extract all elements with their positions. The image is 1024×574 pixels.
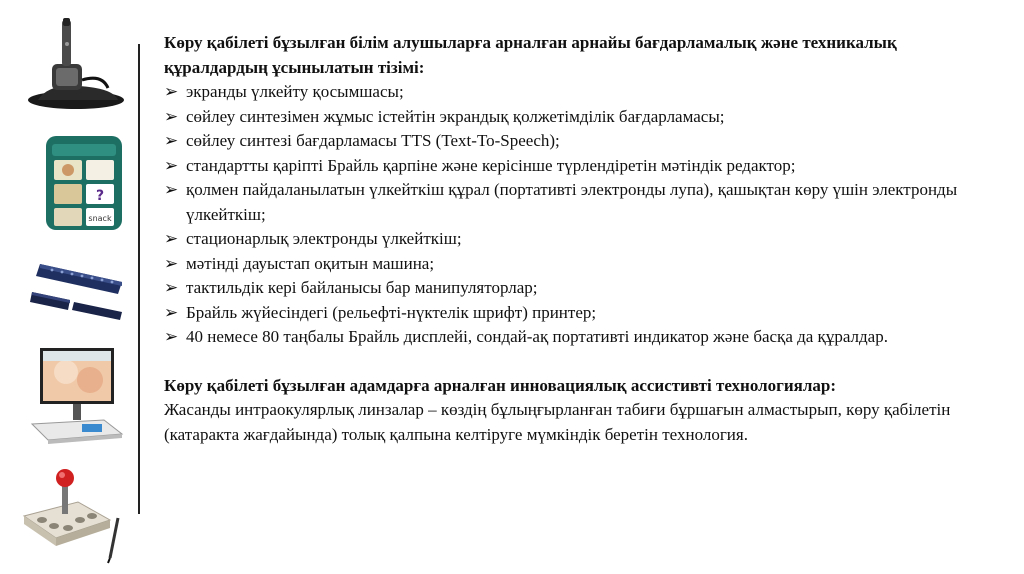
- arrow-bullet-icon: ➢: [164, 82, 179, 101]
- list-item-text: стандартты қаріпті Брайль қарпіне және керісінше түрлендіретін мәтіндік редактор;: [186, 155, 796, 175]
- arrow-bullet-icon: ➢: [164, 302, 179, 322]
- list-item-text: мәтінді дауыстап оқитын машина;: [186, 253, 435, 273]
- list-item: [164, 252, 1004, 277]
- list-item-text: 40 немесе 80 таңбалы Брайль дисплейі, сондай-ақ портативті индикатор және басқа да құралдар.: [186, 327, 888, 346]
- section-spacer: [164, 350, 1004, 374]
- list-item: [164, 227, 1004, 252]
- joystick-manipulator-icon: [18, 462, 130, 566]
- tools-list: [164, 80, 1004, 350]
- arrow-bullet-icon: ➢: [164, 253, 179, 273]
- list-item: [164, 105, 1004, 130]
- list-item: [164, 154, 1004, 179]
- list-item-text: тактильдік кері байланысы бар манипуляторлар;: [186, 278, 538, 297]
- braille-display-icon: [18, 254, 130, 324]
- arrow-bullet-icon: ➢: [164, 106, 179, 126]
- list-item-text: экранды үлкейту қосымшасы;: [186, 82, 404, 101]
- list-item-text: қолмен пайдаланылатын үлкейткіш құрал (портативті электронды лупа), қашықтан көру үшін электронды үлкейткіш;: [186, 180, 958, 224]
- stationary-magnifier-image: [18, 344, 130, 448]
- arrow-bullet-icon: ➢: [164, 278, 179, 297]
- stationary-magnifier-icon: [18, 344, 130, 448]
- arrow-bullet-icon: ➢: [164, 131, 179, 150]
- section1-heading: Көру қабілеті бұзылған білім алушыларға арналған арнайы бағдарламалық және техникалық құралдардың ұсынылатын тізімі:: [164, 33, 897, 77]
- braille-display-image: [18, 254, 130, 324]
- arrow-bullet-icon: ➢: [164, 327, 179, 346]
- list-item: [164, 301, 1004, 326]
- list-item: [164, 129, 1004, 154]
- text-content: [164, 31, 1004, 447]
- list-item: [164, 178, 1004, 227]
- list-item-text: сөйлеу синтезі бағдарламасы TTS (Text-To-Speech);: [186, 131, 560, 150]
- vertical-divider: [138, 44, 140, 514]
- list-item-text: стационарлық электронды үлкейткіш;: [186, 229, 462, 248]
- device-images-column: [18, 14, 130, 564]
- arrow-bullet-icon: ➢: [164, 229, 179, 248]
- communication-board-image: [18, 134, 130, 234]
- list-item-text: Брайль жүйесіндегі (рельефті-нүктелік шрифт) принтер;: [186, 302, 597, 322]
- list-item-text: сөйлеу синтезімен жұмыс істейтін экрандық қолжетімділік бағдарламасы;: [186, 106, 725, 126]
- list-item: [164, 325, 1004, 350]
- svg-text:?: ?: [95, 188, 105, 204]
- section2-paragraph: Жасанды интраокулярлық линзалар – көздің бұлыңғырланған табиғи бұршағын алмастырып, көру қабілетін (катаракта жағдайында) толық қалпына келтіруге мүмкіндік беретін технология.: [164, 400, 951, 444]
- joystick-manipulator-image: [18, 462, 130, 566]
- arrow-bullet-icon: ➢: [164, 155, 179, 175]
- list-item: [164, 276, 1004, 301]
- arrow-bullet-icon: ➢: [164, 180, 179, 199]
- snack-label: snack: [88, 214, 112, 223]
- video-magnifier-image: [18, 14, 130, 114]
- list-item: [164, 80, 1004, 105]
- section2-heading: Көру қабілеті бұзылған адамдарға арналған инновациялық ассистивті технологиялар:: [164, 375, 837, 395]
- communication-board-icon: [18, 134, 130, 234]
- video-magnifier-icon: [18, 14, 130, 114]
